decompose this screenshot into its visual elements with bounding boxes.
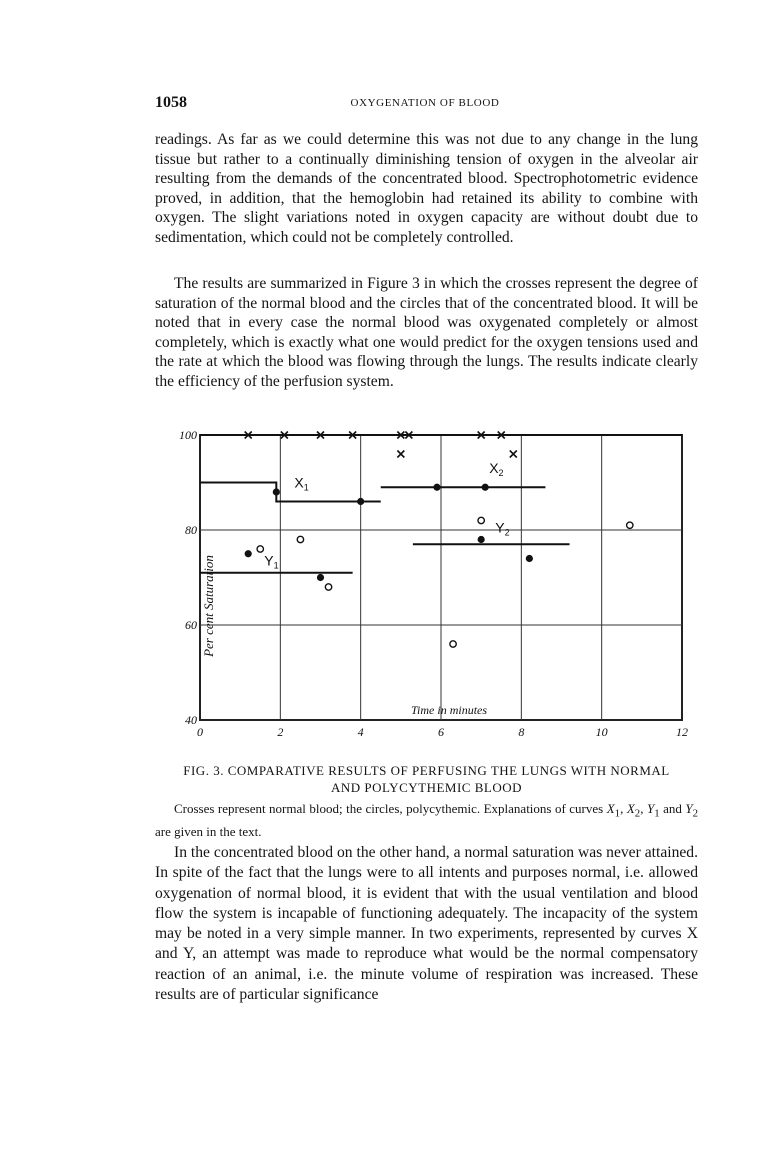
- running-title: OXYGENATION OF BLOOD: [350, 97, 500, 109]
- x-tick-label-4: 8: [518, 725, 525, 739]
- dot-marker-5: [317, 574, 324, 581]
- circle-marker-3: [478, 517, 484, 523]
- dot-marker-0: [273, 488, 280, 495]
- x-tick-label-1: 2: [277, 725, 284, 739]
- dot-marker-3: [482, 484, 489, 491]
- y-axis-label: Per cent Saturation: [201, 555, 216, 657]
- dot-marker-4: [245, 550, 252, 557]
- y-tick-label-0: 40: [185, 713, 197, 727]
- curve-label-x2: $X_2$: [489, 460, 504, 478]
- dot-marker-1: [357, 498, 364, 505]
- curve-label-x1: $X_1$: [294, 474, 309, 493]
- y-tick-label-2: 80: [185, 523, 197, 537]
- x-tick-label-5: 10: [595, 725, 608, 739]
- curve-x1: [200, 483, 381, 502]
- x-tick-label-3: 6: [438, 725, 444, 739]
- y-tick-label-1: 60: [185, 618, 197, 632]
- caption-title: FIG. 3. COMPARATIVE RESULTS OF PERFUSING THE LUNGS WITH NORMAL AND POLYCYTHEMIC BLOOD: [183, 763, 670, 795]
- saturation-chart: [160, 425, 700, 755]
- x-tick-label-2: 4: [357, 725, 364, 739]
- circle-marker-2: [325, 584, 331, 590]
- dot-marker-7: [526, 555, 533, 562]
- cross-marker-8: [397, 451, 404, 458]
- circle-marker-0: [257, 546, 263, 552]
- curve-label-y2: $Y_2$: [495, 519, 510, 538]
- cross-marker-9: [510, 451, 517, 458]
- paragraph-1: readings. As far as we could determine this was not due to any change in the lung tissue but rather to a continually diminishing tension of oxygen in the alveolar air resulting from the demands of the concentrated blood. Spectrophotometric evidence proved, in addition, that the hemoglobin had retained its ability to combine with oxygen. The slight variations noted in oxygen capacity are without doubt due to sedimentation, which could not be completely controlled.: [155, 131, 698, 246]
- circle-marker-4: [627, 522, 633, 528]
- paragraph-3: In the concentrated blood on the other hand, a normal saturation was never attained. In spite of the fact that the lungs were to all intents and purposes normal, i.e. allowed oxygenation of normal blood, it is evident that with the usual ventilation and blood flow the system is incapable of functioning adequately. The incapacity of the system may be noted in a very simple manner. In two experiments, represented by curves X and Y, an attempt was made to reproduce what would be the normal compensatory reaction of an animal, i.e. the minute volume of respiration was increased. These results are of particular significance: [155, 844, 698, 1004]
- x-axis-label: Time in minutes: [411, 703, 488, 717]
- x-tick-label-6: 12: [676, 725, 688, 739]
- circle-marker-5: [450, 641, 456, 647]
- curve-label-y1: $Y_1$: [264, 552, 279, 571]
- x-tick-label-0: 0: [197, 725, 203, 739]
- caption-note: Crosses represent normal blood; the circles, polycythemic. Explanations of curves $X_1$, $X_2$, $Y_1$ and $Y_2$ are given in the text.: [155, 801, 699, 839]
- dot-marker-6: [478, 536, 485, 543]
- figure-3: [160, 425, 700, 755]
- circle-marker-1: [297, 536, 303, 542]
- dot-marker-2: [433, 484, 440, 491]
- page-number: 1058: [155, 94, 187, 111]
- figure-caption: [155, 762, 698, 841]
- y-tick-label-3: 100: [179, 428, 197, 442]
- paragraph-2: The results are summarized in Figure 3 in which the crosses represent the degree of saturation of the normal blood and the circles that of the concentrated blood. It will be noted that in every case the normal blood was oxygenated completely or almost completely, which is exactly what one would predict for the oxygen tensions used and the rate at which the blood was flowing through the lungs. The results indicate clearly the efficiency of the perfusion system.: [155, 275, 698, 390]
- page-header: [155, 94, 695, 116]
